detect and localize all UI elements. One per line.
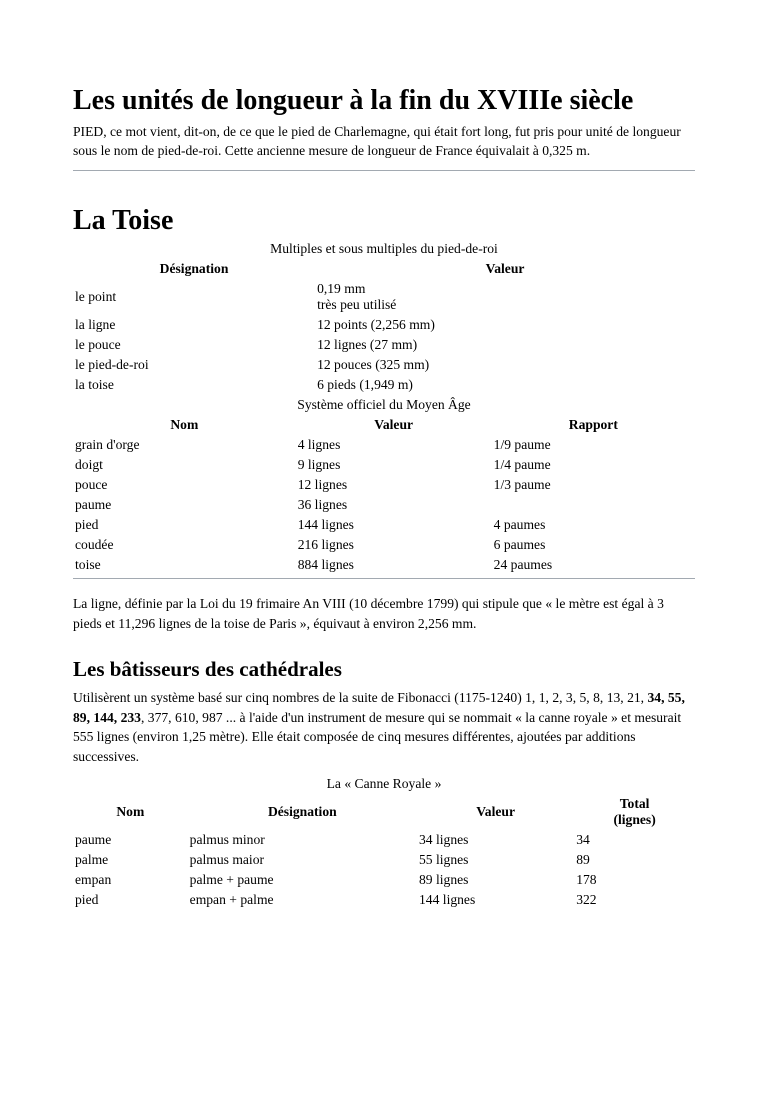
table-cell: palme + paume — [189, 872, 274, 888]
table-row — [73, 355, 695, 375]
table-cell: 12 points (2,256 mm) — [317, 317, 435, 333]
column-header: Valeur — [476, 804, 515, 820]
document-page — [0, 84, 768, 910]
table-row — [73, 555, 695, 575]
table-row — [73, 279, 695, 315]
table-row — [73, 515, 695, 535]
table-cell: paume — [75, 497, 112, 513]
table-caption: Multiples et sous multiples du pied-de-roi — [270, 241, 498, 257]
table-cell: toise — [75, 557, 101, 573]
table-cell: 4 paumes — [493, 517, 546, 533]
table-cell: palme — [75, 852, 109, 868]
paragraph-text: , 377, 610, 987 ... à l'aide d'un instrument de mesure qui se nommait « la canne royale » et mesurait 555 lignes (environ 1,25 mètre). Elle était composée de cinq mesures différentes, ajoutées par additions successives. — [73, 709, 682, 764]
table-row — [73, 535, 695, 555]
column-header: Désignation — [159, 261, 229, 277]
column-header: Nom — [116, 804, 145, 820]
table-cell: doigt — [75, 457, 103, 473]
table-cell: 89 — [576, 852, 590, 868]
table-cell: 12 pouces (325 mm) — [317, 357, 430, 373]
table-header-row — [73, 415, 695, 435]
intro-paragraph: PIED, ce mot vient, dit-on, de ce que le pied de Charlemagne, qui était fort long, fut pris pour unité de longueur sous le nom de pied-de-roi. Cette ancienne mesure de longueur de France équivalait à 0,325 m. — [73, 123, 681, 159]
table-cell: coudée — [75, 537, 114, 553]
column-header: Rapport — [568, 417, 618, 433]
table-cell: 34 lignes — [419, 832, 469, 848]
table-cell: 322 — [576, 892, 597, 908]
table-cell: le point — [75, 289, 117, 305]
section-divider — [73, 170, 695, 171]
table-cell: 144 lignes — [419, 892, 476, 908]
table-cell: 4 lignes — [297, 437, 341, 453]
table-row — [73, 475, 695, 495]
section-heading-cathedrales: Les bâtisseurs des cathédrales — [73, 657, 342, 682]
table-cell: 12 lignes (27 mm) — [317, 337, 418, 353]
table-cell: 55 lignes — [419, 852, 469, 868]
table-cell: palmus maior — [189, 852, 265, 868]
column-header: Valeur — [374, 417, 414, 433]
table-row — [73, 455, 695, 475]
cell-line: très peu utilisé — [317, 297, 397, 313]
page-title: Les unités de longueur à la fin du XVIIIe siècle — [73, 85, 634, 116]
table-cell: 144 lignes — [297, 517, 354, 533]
table-cell: pouce — [75, 477, 108, 493]
header-line: (lignes) — [613, 812, 656, 828]
table-cell: palmus minor — [189, 832, 265, 848]
table-cell: pied — [75, 517, 99, 533]
column-header — [574, 794, 695, 830]
table-cell: 9 lignes — [297, 457, 341, 473]
table-cell: 12 lignes — [297, 477, 348, 493]
fibonacci-paragraph — [73, 688, 695, 766]
table-cell: 24 paumes — [493, 557, 553, 573]
table-row — [73, 850, 695, 870]
table-row — [73, 830, 695, 850]
table-row — [73, 435, 695, 455]
canne-royale-table — [73, 774, 695, 910]
column-header: Désignation — [267, 804, 337, 820]
table-cell — [492, 495, 695, 515]
table-cell: grain d'orge — [75, 437, 140, 453]
table-cell: paume — [75, 832, 112, 848]
ligne-paragraph: La ligne, définie par la Loi du 19 frimaire An VIII (10 décembre 1799) qui stipule que « le mètre est égal à 3 pieds et 11,296 lignes de la toise de Paris », équivaut à environ 2,256 mm. — [73, 596, 664, 631]
table-cell: pied — [75, 892, 99, 908]
table-header-row — [73, 259, 695, 279]
table-row — [73, 870, 695, 890]
column-header: Valeur — [485, 261, 525, 277]
table-cell: 884 lignes — [297, 557, 354, 573]
paragraph-text: Utilisèrent un système basé sur cinq nombres de la suite de Fibonacci (1175-1240) 1, 1, 2, 3, 5, 8, 13, 21, — [73, 690, 648, 706]
table-cell: 1/9 paume — [493, 437, 551, 453]
cell-line: 0,19 mm — [317, 281, 366, 297]
table-cell: la ligne — [75, 317, 116, 333]
table-cell: empan — [75, 872, 112, 888]
table-cell: 34 — [576, 832, 590, 848]
table-cell: 36 lignes — [297, 497, 348, 513]
moyen-age-table — [73, 395, 695, 575]
table-row — [73, 315, 695, 335]
table-cell: 178 — [576, 872, 597, 888]
table-caption: La « Canne Royale » — [326, 776, 442, 792]
table-cell: le pouce — [75, 337, 121, 353]
pied-de-roi-table — [73, 239, 695, 395]
bold-numbers: 34, 55, 89, 144, 233 — [73, 690, 685, 725]
section-divider — [73, 578, 695, 579]
table-row — [73, 375, 695, 395]
table-header-row — [73, 794, 695, 830]
table-cell: 1/3 paume — [493, 477, 551, 493]
table-cell: 6 pieds (1,949 m) — [317, 377, 413, 393]
table-cell: 89 lignes — [419, 872, 469, 888]
table-row — [73, 335, 695, 355]
table-cell: le pied-de-roi — [75, 357, 149, 373]
table-caption: Système officiel du Moyen Âge — [297, 397, 471, 413]
table-cell: 1/4 paume — [493, 457, 551, 473]
column-header: Nom — [170, 417, 199, 433]
section-heading-toise: La Toise — [73, 204, 174, 236]
table-cell — [315, 279, 695, 315]
header-line: Total — [619, 796, 650, 812]
table-cell: empan + palme — [189, 892, 274, 908]
table-row — [73, 890, 695, 910]
table-row — [73, 495, 695, 515]
table-cell: 216 lignes — [297, 537, 354, 553]
table-cell: 6 paumes — [493, 537, 546, 553]
table-cell: la toise — [75, 377, 114, 393]
